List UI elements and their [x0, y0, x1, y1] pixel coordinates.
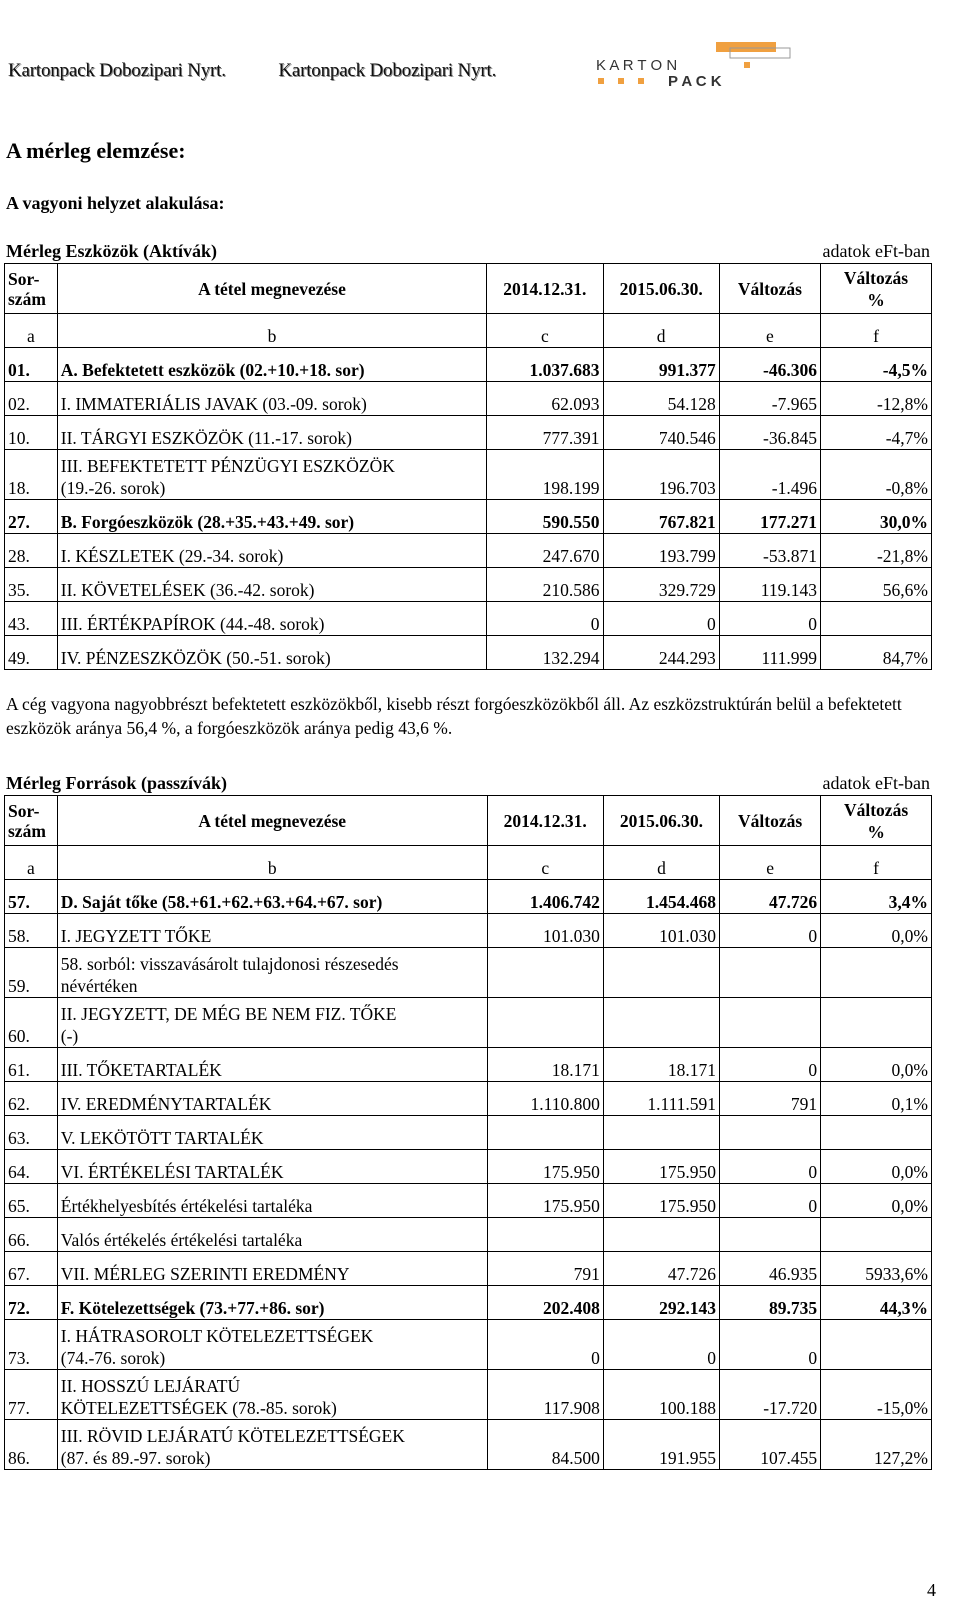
header-change-pct-line1: Változás: [843, 267, 909, 288]
row-value-2014: [487, 998, 603, 1048]
row-value-2014: 101.030: [487, 914, 603, 948]
row-number: 01.: [5, 348, 58, 382]
row-item-name: III. ÉRTÉKPAPÍROK (44.-48. sorok): [57, 602, 486, 636]
row-item-name-line2: KÖTELEZETTSÉGEK (78.-85. sorok): [60, 1398, 337, 1418]
logo-text-bottom: P A C K: [668, 73, 722, 86]
table-header-row: [5, 264, 932, 314]
row-number: 62.: [5, 1082, 58, 1116]
table-row: [5, 1320, 932, 1370]
row-change-pct: 0,1%: [821, 1082, 932, 1116]
row-item-name: D. Saját tőke (58.+61.+62.+63.+64.+67. sor): [57, 880, 487, 914]
row-number: 86.: [5, 1420, 58, 1470]
row-value-2015: 101.030: [603, 914, 719, 948]
row-item-name: [57, 1420, 487, 1470]
header-row-number-line1: Sor-: [8, 268, 40, 289]
row-value-2014: 84.500: [487, 1420, 603, 1470]
row-item-name: II. KÖVETELÉSEK (36.-42. sorok): [57, 568, 486, 602]
row-change-pct: 30,0%: [821, 500, 932, 534]
column-letter-row: [5, 314, 932, 348]
row-item-name-line1: 58. sorból: visszavásárolt tulajdonosi részesedés: [60, 954, 399, 974]
row-change: 177.271: [719, 500, 820, 534]
row-item-name-line2: névértéken: [60, 976, 138, 996]
page-subtitle: A vagyoni helyzet alakulása:: [6, 193, 225, 213]
logo-text-top: K A R T O N: [596, 57, 678, 74]
page-title: A mérleg elemzése:: [6, 138, 186, 163]
row-value-2014: 1.406.742: [487, 880, 603, 914]
structure-paragraph: A cég vagyona nagyobbrészt befektetett eszközökből, kisebb részt forgóeszközökből áll. Az eszközstruktúrán belül a befektetett eszközök aránya 56,4 %, a forgóeszközök aránya pedig 43,6 %.: [6, 694, 902, 738]
row-value-2014: 117.908: [487, 1370, 603, 1420]
row-number: 64.: [5, 1150, 58, 1184]
row-item-name: IV. EREDMÉNYTARTALÉK: [57, 1082, 487, 1116]
row-value-2015: 329.729: [603, 568, 719, 602]
row-number: 59.: [5, 948, 58, 998]
liabilities-table: [4, 795, 932, 1470]
table-row: [5, 1184, 932, 1218]
header-change-pct-line1: Változás: [843, 799, 909, 820]
table-row: [5, 382, 932, 416]
row-change: 0: [720, 1320, 821, 1370]
row-number: 18.: [5, 450, 58, 500]
header-row-number: [5, 264, 58, 314]
row-number: 67.: [5, 1252, 58, 1286]
liabilities-caption: Mérleg Források (passzívák): [6, 773, 227, 793]
row-item-name: [57, 1320, 487, 1370]
row-change: 89.735: [720, 1286, 821, 1320]
table-row: [5, 1150, 932, 1184]
row-change-pct: 84,7%: [821, 636, 932, 670]
row-number: 66.: [5, 1218, 58, 1252]
table-row: [5, 602, 932, 636]
column-letter: f: [821, 846, 932, 880]
row-value-2015: 47.726: [603, 1252, 719, 1286]
table-row: [5, 1286, 932, 1320]
table-header-row: [5, 796, 932, 846]
header-change-pct-line2: %: [867, 821, 885, 842]
row-number: 49.: [5, 636, 58, 670]
row-number: 10.: [5, 416, 58, 450]
row-number: 27.: [5, 500, 58, 534]
row-change-pct: 0,0%: [821, 1048, 932, 1082]
row-value-2014: 0: [487, 602, 603, 636]
assets-table: [4, 263, 932, 670]
row-value-2015: 1.454.468: [603, 880, 719, 914]
row-number: 28.: [5, 534, 58, 568]
row-number: 02.: [5, 382, 58, 416]
row-value-2014: 62.093: [487, 382, 603, 416]
header-company-names: [8, 60, 544, 82]
row-change: 0: [720, 1048, 821, 1082]
row-change: 0: [720, 1150, 821, 1184]
column-letter: d: [603, 846, 719, 880]
row-number: 57.: [5, 880, 58, 914]
row-change: 0: [720, 914, 821, 948]
company-name-1: Kartonpack Dobozipari Nyrt.: [8, 60, 226, 81]
row-change-pct: -15,0%: [821, 1370, 932, 1420]
header-change-pct-line2: %: [867, 289, 885, 310]
row-change: 107.455: [720, 1420, 821, 1470]
row-change-pct: 0,0%: [821, 1184, 932, 1218]
row-value-2015: [603, 948, 719, 998]
row-value-2014: 1.037.683: [487, 348, 603, 382]
row-value-2015: 175.950: [603, 1184, 719, 1218]
header-item-name: A tétel megnevezése: [57, 264, 486, 314]
row-item-name: F. Kötelezettségek (73.+77.+86. sor): [57, 1286, 487, 1320]
table-row: [5, 1420, 932, 1470]
row-item-name-line1: I. HÁTRASOROLT KÖTELEZETTSÉGEK: [60, 1326, 374, 1346]
row-change: [720, 948, 821, 998]
table-row: [5, 1048, 932, 1082]
assets-units: adatok eFt-ban: [822, 241, 930, 261]
row-number: 60.: [5, 998, 58, 1048]
row-item-name: Valós értékelés értékelési tartaléka: [57, 1218, 487, 1252]
company-name-2: Kartonpack Dobozipari Nyrt.: [278, 60, 497, 81]
row-number: 58.: [5, 914, 58, 948]
header-date-2014: 2014.12.31.: [487, 796, 603, 846]
row-change: -7.965: [719, 382, 820, 416]
row-value-2015: 100.188: [603, 1370, 719, 1420]
row-value-2014: 777.391: [487, 416, 603, 450]
row-value-2015: 244.293: [603, 636, 719, 670]
row-value-2014: [487, 948, 603, 998]
row-item-name: [57, 998, 487, 1048]
row-number: 43.: [5, 602, 58, 636]
header-date-2014: 2014.12.31.: [487, 264, 603, 314]
row-value-2015: 54.128: [603, 382, 719, 416]
row-change-pct: [821, 1320, 932, 1370]
table-row: [5, 636, 932, 670]
table-row: [5, 348, 932, 382]
row-change: -46.306: [719, 348, 820, 382]
row-change-pct: 44,3%: [821, 1286, 932, 1320]
assets-caption: Mérleg Eszközök (Aktívák): [6, 241, 217, 261]
row-value-2015: 0: [603, 602, 719, 636]
row-value-2014: 198.199: [487, 450, 603, 500]
row-item-name: II. TÁRGYI ESZKÖZÖK (11.-17. sorok): [57, 416, 486, 450]
row-change-pct: [821, 1116, 932, 1150]
row-change: -36.845: [719, 416, 820, 450]
column-letter: c: [487, 846, 603, 880]
row-value-2015: [603, 1116, 719, 1150]
row-change: 47.726: [720, 880, 821, 914]
row-value-2015: [603, 1218, 719, 1252]
row-change: -53.871: [719, 534, 820, 568]
header-change: Változás: [719, 264, 820, 314]
row-change-pct: 0,0%: [821, 1150, 932, 1184]
row-item-name-line1: III. BEFEKTETETT PÉNZÜGYI ESZKÖZÖK: [60, 456, 395, 476]
table-row: [5, 1218, 932, 1252]
row-item-name: [57, 450, 486, 500]
row-item-name-line2: (87. és 89.-97. sorok): [60, 1448, 211, 1468]
table-row: [5, 450, 932, 500]
table-row: [5, 998, 932, 1048]
header-row-number-line1: Sor-: [8, 800, 40, 821]
row-item-name: Értékhelyesbítés értékelési tartaléka: [57, 1184, 487, 1218]
table-row: [5, 416, 932, 450]
header-row-number: [5, 796, 58, 846]
liabilities-units: adatok eFt-ban: [822, 773, 930, 793]
row-item-name: VI. ÉRTÉKELÉSI TARTALÉK: [57, 1150, 487, 1184]
column-letter: c: [487, 314, 603, 348]
row-change-pct: 0,0%: [821, 914, 932, 948]
table-row: [5, 1082, 932, 1116]
row-value-2014: 175.950: [487, 1184, 603, 1218]
row-item-name: [57, 1370, 487, 1420]
column-letter: e: [720, 846, 821, 880]
row-change: 791: [720, 1082, 821, 1116]
row-change-pct: -21,8%: [821, 534, 932, 568]
row-change-pct: [821, 1218, 932, 1252]
row-change: -1.496: [719, 450, 820, 500]
row-change-pct: [821, 998, 932, 1048]
row-value-2015: 767.821: [603, 500, 719, 534]
table-row: [5, 948, 932, 998]
page-number: 4: [927, 1580, 936, 1600]
row-change-pct: [821, 948, 932, 998]
row-change-pct: 3,4%: [821, 880, 932, 914]
row-number: 72.: [5, 1286, 58, 1320]
row-item-name: B. Forgóeszközök (28.+35.+43.+49. sor): [57, 500, 486, 534]
header-row-number-line2: szám: [8, 820, 46, 841]
row-item-name-line2: (74.-76. sorok): [60, 1348, 166, 1368]
column-letter: e: [719, 314, 820, 348]
row-value-2015: 991.377: [603, 348, 719, 382]
row-change: 0: [719, 602, 820, 636]
row-item-name: I. IMMATERIÁLIS JAVAK (03.-09. sorok): [57, 382, 486, 416]
column-letter: a: [5, 314, 58, 348]
row-value-2014: 1.110.800: [487, 1082, 603, 1116]
row-number: 73.: [5, 1320, 58, 1370]
row-change: 119.143: [719, 568, 820, 602]
row-change: [720, 1116, 821, 1150]
table-row: [5, 1370, 932, 1420]
row-item-name-line2: (19.-26. sorok): [60, 478, 166, 498]
row-value-2015: 0: [603, 1320, 719, 1370]
row-value-2014: 590.550: [487, 500, 603, 534]
row-change-pct: -4,5%: [821, 348, 932, 382]
column-letter: f: [821, 314, 932, 348]
row-item-name-line1: III. RÖVID LEJÁRATÚ KÖTELEZETTSÉGEK: [60, 1426, 405, 1446]
row-change: 111.999: [719, 636, 820, 670]
row-value-2015: 175.950: [603, 1150, 719, 1184]
row-item-name: I. KÉSZLETEK (29.-34. sorok): [57, 534, 486, 568]
row-value-2014: 210.586: [487, 568, 603, 602]
row-item-name: [57, 948, 487, 998]
header-change-pct: [821, 264, 932, 314]
header-date-2015: 2015.06.30.: [603, 264, 719, 314]
row-number: 35.: [5, 568, 58, 602]
table-row: [5, 1252, 932, 1286]
row-item-name: V. LEKÖTÖTT TARTALÉK: [57, 1116, 487, 1150]
row-item-name: IV. PÉNZESZKÖZÖK (50.-51. sorok): [57, 636, 486, 670]
table-row: [5, 534, 932, 568]
row-value-2015: 196.703: [603, 450, 719, 500]
header-item-name: A tétel megnevezése: [57, 796, 487, 846]
row-value-2014: 0: [487, 1320, 603, 1370]
row-value-2015: 193.799: [603, 534, 719, 568]
row-item-name-line1: II. HOSSZÚ LEJÁRATÚ: [60, 1376, 241, 1396]
row-item-name: III. TŐKETARTALÉK: [57, 1048, 487, 1082]
row-change: 0: [720, 1184, 821, 1218]
row-value-2014: [487, 1116, 603, 1150]
row-number: 61.: [5, 1048, 58, 1082]
column-letter: b: [57, 846, 487, 880]
table-row: [5, 500, 932, 534]
row-value-2014: [487, 1218, 603, 1252]
row-change: 46.935: [720, 1252, 821, 1286]
row-item-name: I. JEGYZETT TŐKE: [57, 914, 487, 948]
row-value-2014: 247.670: [487, 534, 603, 568]
header-change-pct: [821, 796, 932, 846]
row-change-pct: 5933,6%: [821, 1252, 932, 1286]
column-letter: d: [603, 314, 719, 348]
row-number: 77.: [5, 1370, 58, 1420]
column-letter-row: [5, 846, 932, 880]
row-value-2015: 740.546: [603, 416, 719, 450]
header-date-2015: 2015.06.30.: [603, 796, 719, 846]
row-change-pct: -0,8%: [821, 450, 932, 500]
row-change: [720, 1218, 821, 1252]
row-item-name: A. Befektetett eszközök (02.+10.+18. sor): [57, 348, 486, 382]
row-change: [720, 998, 821, 1048]
row-value-2014: 202.408: [487, 1286, 603, 1320]
column-letter: a: [5, 846, 58, 880]
row-change-pct: -4,7%: [821, 416, 932, 450]
row-value-2015: [603, 998, 719, 1048]
row-item-name-line2: (-): [60, 1026, 79, 1046]
row-value-2015: 18.171: [603, 1048, 719, 1082]
header-change: Változás: [720, 796, 821, 846]
row-value-2014: 132.294: [487, 636, 603, 670]
row-item-name: VII. MÉRLEG SZERINTI EREDMÉNY: [57, 1252, 487, 1286]
row-item-name-line1: II. JEGYZETT, DE MÉG BE NEM FIZ. TŐKE: [60, 1004, 397, 1024]
table-row: [5, 568, 932, 602]
row-change-pct: 56,6%: [821, 568, 932, 602]
row-value-2015: 191.955: [603, 1420, 719, 1470]
header-row-number-line2: szám: [8, 288, 46, 309]
row-number: 65.: [5, 1184, 58, 1218]
row-change-pct: [821, 602, 932, 636]
table-row: [5, 880, 932, 914]
row-value-2015: 292.143: [603, 1286, 719, 1320]
row-number: 63.: [5, 1116, 58, 1150]
column-letter: b: [57, 314, 486, 348]
table-row: [5, 914, 932, 948]
row-change-pct: 127,2%: [821, 1420, 932, 1470]
kartonpack-logo: [596, 36, 806, 86]
row-value-2014: 18.171: [487, 1048, 603, 1082]
row-change: -17.720: [720, 1370, 821, 1420]
row-value-2014: 791: [487, 1252, 603, 1286]
row-value-2015: 1.111.591: [603, 1082, 719, 1116]
row-change-pct: -12,8%: [821, 382, 932, 416]
table-row: [5, 1116, 932, 1150]
row-value-2014: 175.950: [487, 1150, 603, 1184]
